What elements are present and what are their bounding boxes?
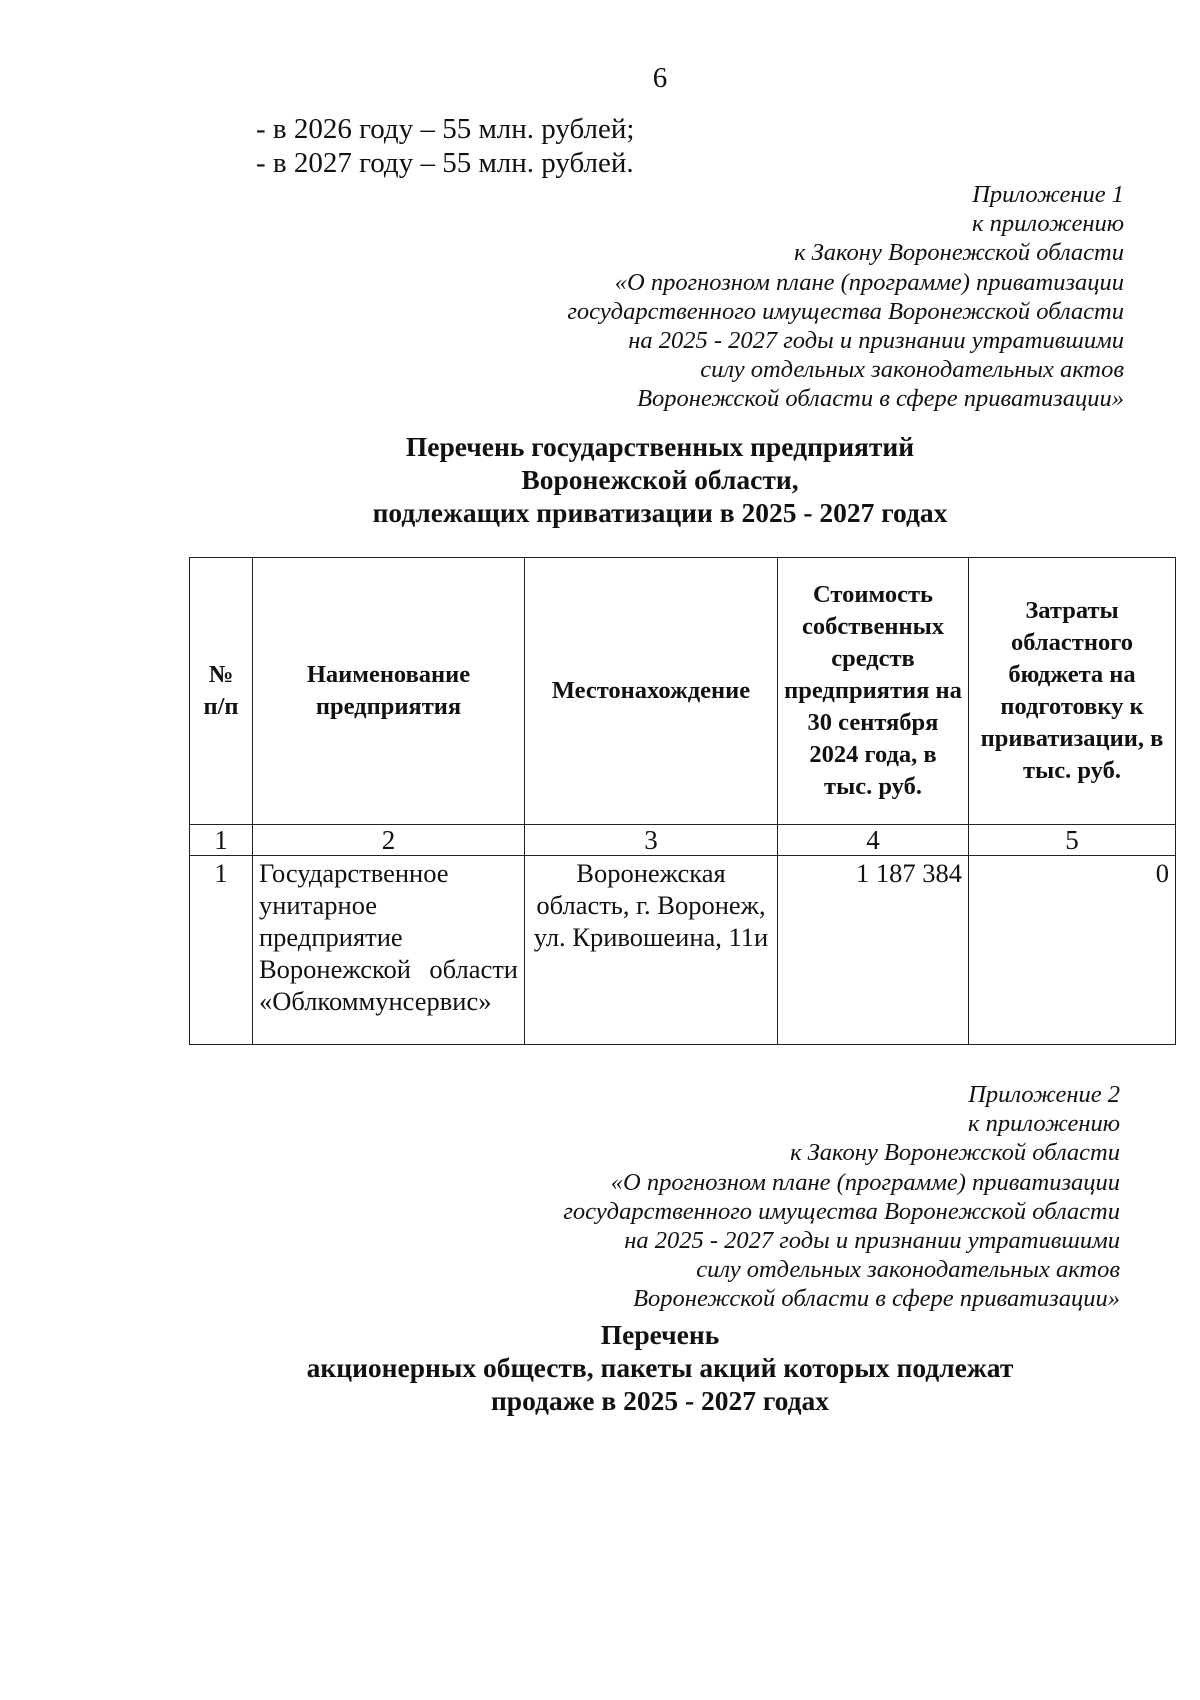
column-number-row <box>190 825 1176 856</box>
cell-location: Воронежская область, г. Воронеж, ул. Кривошеина, 11и <box>525 856 778 1045</box>
budget-lines <box>256 112 634 180</box>
budget-line-2026: - в 2026 году – 55 млн. рублей; <box>256 113 635 145</box>
column-number: 1 <box>190 825 253 856</box>
title-line: акционерных обществ, пакеты акций которых подлежат <box>306 1352 1014 1383</box>
appendix-line: к Закону Воронежской области <box>794 239 1124 267</box>
appendix-line: силу отдельных законодательных актов <box>696 1256 1120 1284</box>
header-name: Наименование предприятия <box>253 558 525 825</box>
appendix-line: государственного имущества Воронежской области <box>563 1197 1120 1225</box>
appendix-line: к приложению <box>972 210 1124 238</box>
column-number: 3 <box>525 825 778 856</box>
table-header-row <box>190 558 1176 825</box>
title-line: продаже в 2025 - 2027 годах <box>490 1385 830 1416</box>
enterprises-list-title <box>60 430 1200 529</box>
title-line: подлежащих приватизации в 2025 - 2027 годах <box>372 497 948 528</box>
appendix-line: Приложение 1 <box>972 181 1124 208</box>
column-number: 2 <box>253 825 525 856</box>
appendix-line: на 2025 - 2027 годы и признании утратившими <box>624 1227 1120 1255</box>
header-equity: Стоимость собственных средств предприятия на 30 сентября 2024 года, в тыс. руб. <box>778 558 969 825</box>
appendix-line: государственного имущества Воронежской области <box>567 297 1124 325</box>
appendix-line: на 2025 - 2027 годы и признании утратившими <box>628 327 1124 355</box>
appendix-line: «О прогнозном плане (программе) приватизации <box>610 1168 1120 1196</box>
title-line: Воронежской области, <box>521 464 799 495</box>
joint-stock-list-title <box>60 1318 1200 1417</box>
cell-costs: 0 <box>969 856 1176 1045</box>
appendix-line: силу отдельных законодательных актов <box>700 356 1124 384</box>
appendix-line: к приложению <box>968 1110 1120 1138</box>
title-line: Перечень <box>600 1319 720 1350</box>
appendix-line: к Закону Воронежской области <box>790 1139 1120 1167</box>
header-location: Местонахождение <box>525 558 778 825</box>
appendix-line: «О прогнозном плане (программе) приватизации <box>614 268 1124 296</box>
budget-line-2027: - в 2027 году – 55 млн. рублей. <box>256 147 634 179</box>
appendix-1-header <box>567 180 1124 414</box>
cell-name: Государственное унитарное предприятие Воронежской области «Облкоммунсервис» <box>253 856 525 1045</box>
column-number: 4 <box>778 825 969 856</box>
appendix-2-header <box>563 1080 1120 1314</box>
enterprises-table <box>189 557 1176 1045</box>
column-number: 5 <box>969 825 1176 856</box>
appendix-line: Воронежской области в сфере приватизации» <box>633 1285 1120 1313</box>
header-number: № п/п <box>190 558 253 825</box>
appendix-line: Воронежской области в сфере приватизации» <box>637 385 1124 413</box>
cell-number: 1 <box>190 856 253 1045</box>
page-number: 6 <box>652 62 668 94</box>
appendix-line: Приложение 2 <box>968 1081 1120 1108</box>
cell-equity: 1 187 384 <box>778 856 969 1045</box>
table-row <box>190 856 1176 1045</box>
header-costs: Затраты областного бюджета на подготовку к приватизации, в тыс. руб. <box>969 558 1176 825</box>
title-line: Перечень государственных предприятий <box>405 431 915 462</box>
